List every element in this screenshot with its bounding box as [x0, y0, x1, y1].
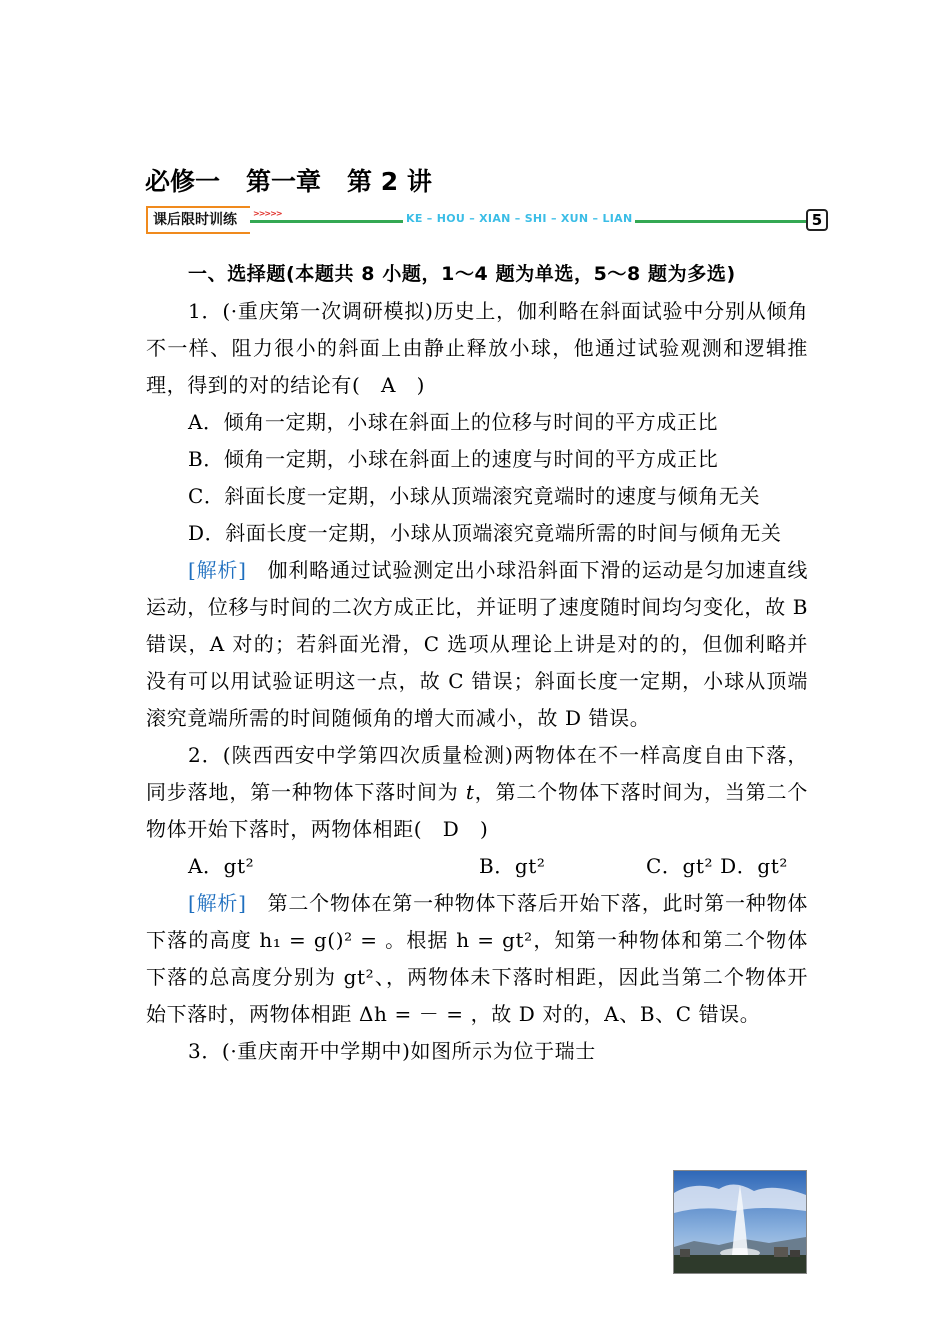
analysis-tag: [解析]	[188, 558, 247, 582]
q2-var-t: t	[465, 780, 475, 804]
q2-analysis-text: 第二个物体在第一种物体下落后开始下落，此时第一种物体下落的高度 h₁ = g()² = 。根据 h = gt²，知第一种物体和第二个物体下落的总高度分别为 gt²、，两物体未下落时相距，因此当第二个物体开始下落时，两物体相距 Δh = － = ，故 D 对的，A、B、C 错误。	[146, 891, 808, 1026]
title-lecture: 第 2 讲	[347, 167, 432, 196]
q3-stem: 3．(·重庆南开中学期中)如图所示为位于瑞士	[188, 1039, 596, 1063]
fountain-image	[674, 1171, 806, 1273]
q2-stem-part1: 2．(陕西西安中学第四次质量检测)两物体在不一样高度自由下落，同步落地，第一种物体下落时间为	[146, 743, 808, 804]
banner-label: 课后限时训练	[146, 206, 250, 234]
q2-option-a: A．gt²	[188, 854, 255, 878]
q2-options	[146, 848, 808, 885]
banner-pinyin: KE – HOU – XIAN – SHI – XUN – LIAN	[403, 212, 635, 225]
title-book: 必修一	[145, 167, 221, 196]
q1-stem: 1．(·重庆第一次调研模拟)历史上，伽利略在斜面试验中分别从倾角不一样、阻力很小的斜面上由静止释放小球，他通过试验观测和逻辑推理，得到的对的结论有( A )	[146, 299, 808, 397]
section-heading: 一、选择题(本题共 8 小题，1～4 题为单选，5～8 题为多选)	[188, 263, 736, 285]
q2-option-cd: C．gt² D．gt²	[646, 854, 789, 878]
q1-option-a: A．倾角一定期，小球在斜面上的位移与时间的平方成正比	[188, 410, 719, 434]
q1-analysis-text: 伽利略通过试验测定出小球沿斜面下滑的运动是匀加速直线运动，位移与时间的二次方成正比，并证明了速度随时间均匀变化，故 B 错误，A 对的；若斜面光滑，C 选项从理论上讲是对的的，但伽利略并没有可以用试验证明这一点，故 C 错误；斜面长度一定期，小球从顶端滚究竟端所需的时间随倾角的增大而减小，故 D 错误。	[146, 558, 808, 730]
document-body	[146, 256, 808, 1070]
q2-option-b: B．gt²	[479, 854, 546, 878]
banner-badge: 5	[806, 209, 828, 231]
exercise-banner	[146, 206, 828, 234]
q2-stem-part2: ，第二个物体下落时间为，当第二个物体开始下落时，两物体相距( D )	[146, 780, 808, 841]
fountain-photo	[673, 1170, 807, 1274]
banner-arrows: >>>>>	[253, 209, 282, 218]
title-chapter: 第一章	[246, 167, 322, 196]
analysis-tag: [解析]	[188, 891, 247, 915]
q1-analysis	[146, 552, 808, 737]
q2-stem	[146, 737, 808, 848]
q2-analysis	[146, 885, 808, 1033]
q1-option-d: D．斜面长度一定期，小球从顶端滚究竟端所需的时间与倾角无关	[188, 521, 782, 545]
q1-option-c: C．斜面长度一定期，小球从顶端滚究竟端时的速度与倾角无关	[188, 484, 761, 508]
q1-option-b: B．倾角一定期，小球在斜面上的速度与时间的平方成正比	[188, 447, 719, 471]
page-title	[145, 162, 458, 198]
